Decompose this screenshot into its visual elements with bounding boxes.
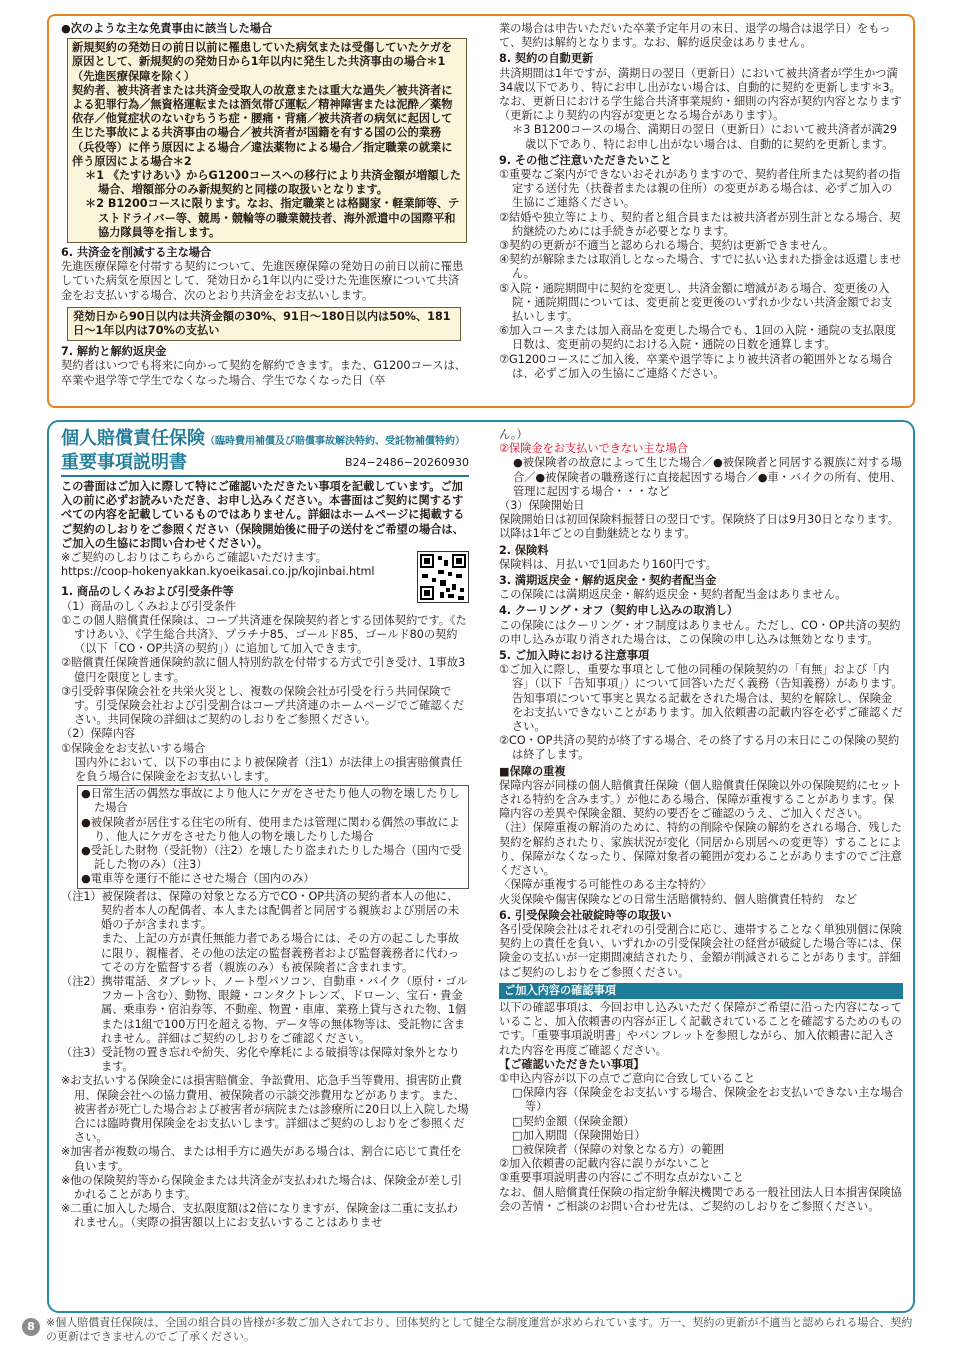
qr-code-icon[interactable]	[417, 551, 469, 603]
section-9-item: ⑥加入コースまたは加入商品を変更した場合でも、1回の入院・通院の支払限度日数は、変更前の契約における入院・通院の日数を通算します。	[499, 324, 896, 352]
shiori-url-link[interactable]: https://coop-hokenyakkan.kyoeikasai.co.jp/kojinbai.html	[61, 565, 375, 579]
section-9-item: ②結婚や独立等により、契約者と組合員または被共済者が別生計となる場合、契約継続のためには手続きが必要となります。	[499, 210, 901, 238]
document-title	[61, 452, 469, 477]
section-6-text: 各引受保険会社はそれぞれの引受割合に応じ、連帯することなく単独別個に保険契約上の責任を負い、いずれかの引受保険会社の経営が破綻した場合等には、保険金の支払いが一定期間凍結されたり、金額が削減されることがあります。詳細はご契約のしおりをご参照ください。	[499, 922, 902, 979]
continued-text: ん。）	[499, 428, 528, 441]
section-8-note: ＊3 B1200コースの場合、満期日の翌日（更新日）において被共済者が満29歳以下であり、特にお申し出がない場合は、自動的に契約を更新します。	[512, 123, 897, 151]
section-9-item: ⑦G1200コースにご加入後、卒業や退学等により被共済者の範囲外となる場合は、必ずご加入の生協にご連絡ください。	[499, 352, 893, 380]
confirm-q2: ②加入依頼書の記載内容に誤りがないこと	[499, 1157, 711, 1171]
pay-case-item: ●受託した財物（受託物）（注2）を壊したり盗まれたりした場合（国内で受託した物のみ）（注3）	[81, 844, 462, 872]
premium-text: 保険料は、月払いで1回あたり160円です。	[499, 557, 717, 571]
start-date-text: 保険開始日は初回保険料振替日の翌日です。保険終了日は9月30日となります。以降は1年ごとの自動継続となります。	[499, 513, 899, 541]
section-3-title: 3. 満期返戻金・解約返戻金・契約者配当金	[499, 574, 717, 588]
section-6-text: 先進医療保障を付帯する契約について、先進医療保障の発効日の前日以前に罹患していた病気を原因として、発効日から1年以内に受けた先進医療について共済金をお支払いする場合、次のとおり共済金をお支払いします。	[61, 260, 464, 302]
footer-note: ※個人賠償責任保険は、全国の組合員の皆様が多数ご加入されており、団体契約として健全な制度運営が求められています。万一、契約の更新が不適当と認められる場合、契約の更新はできませんのでご了承ください。	[46, 1316, 913, 1343]
section-6-title: 6. 引受保険会社破綻時等の取扱い	[499, 908, 672, 922]
premium-title: 2. 保険料	[499, 543, 549, 557]
bottom-right-column	[499, 428, 903, 1214]
duplicate-example-title: 〈保障が重複する可能性のある主な特約〉	[499, 878, 712, 892]
exempt-item: 契約者、被共済者または共済金受取人の故意または重大な過失／被共済者による犯罪行為／無資格運転または酒気帯び運転／精神障害または泥酔／薬物依存／他覚症状のないむちうち症・腰痛・背痛／被共済者の病気に起因して生じた事故による共済事由の場合／被共済者が国籍を有する国の公的業務（兵役等）に伴う原因による場合／違法薬物による場合／指定職業の就業に伴う原因による場合＊2	[72, 83, 453, 168]
intro-text: この書面はご加入に際して特にご確認いただきたい事項を記載しています。ご加入の前に必ずお読みいただき、お申し込みください。本書面はご契約に関するすべての内容を記載しているものではありません。詳細はホームページに掲載するご契約のしおりをご参照ください（保険開始後に冊子の送付をご希望の場合は、ご加入の生協にお問い合わせください）。	[61, 480, 465, 550]
section-1-item: ①この個人賠償責任保険は、コープ共済連を保険契約者とする団体契約です。《たすけあい》、《学生総合共済》、プラチナ85、ゴールド85、ゴールド80の契約（以下「CO・OP共済の契約」）に追加して加入できます。	[61, 613, 467, 656]
confirm-end: なお、個人賠償責任保険の指定紛争解決機関である一般社団法人日本損害保険協会の苦情・ご相談のお問い合わせ先は、ご契約のしおりをご参照ください。	[499, 1185, 902, 1213]
section-6-title: 6. 共済金を削減する主な場合	[61, 246, 212, 260]
exempt-heading: ●次のような主な免責事由に該当した場合	[61, 22, 273, 35]
confirm-check: □被保険者（保障の対象となる方）の範囲	[512, 1142, 724, 1156]
section-3-text: この保険には満期返戻金・解約返戻金・契約者配当金はありません。	[499, 588, 847, 602]
section-9-item: ③契約の更新が不適当と認められる場合、契約は更新できません。	[499, 239, 835, 253]
note-1b: また、上記の方が責任無能力者である場合には、その方の起こした事故に限り、親権者、その他の法定の監督義務者および監督義務者に代わってその方を監督する者（親族のみ）も被保険者に含まれます。	[101, 932, 460, 974]
section-1-sub1: （1）商品のしくみおよび引受条件	[61, 599, 236, 613]
section-5-item: ①ご加入に際し、重要な事項として他の同種の保険契約の「有無」および「内容」（以下「告知事項」）について回答いただく義務（告知義務）があります。告知事項について事実と異なる記載をされた場合は、契約を解除し、保険金をお支払いできないことがあります。加入依頼書の記載内容を必ずご確認ください。	[499, 663, 903, 734]
section-5-item: ②CO・OP共済の契約が終了する場合、その終了する月の末日にこの保険の契約は終了します。	[499, 734, 900, 762]
page-number: 8	[22, 1318, 40, 1336]
section-5-title: 5. ご加入時における注意事項	[499, 649, 650, 663]
section-4-title: 4. クーリング・オフ（契約申し込みの取消し）	[499, 604, 739, 618]
exempt-box	[67, 38, 467, 243]
bottom-left-column	[61, 428, 469, 1231]
section-4-text: この保険にはクーリング・オフ制度はありません。ただし、CO・OP共済の契約の申し込みが取り消された場合は、この保険の申し込みは無効となります。	[499, 618, 901, 646]
section-8-text: 共済期間は1年ですが、満期日の翌日（更新日）において被共済者が学生かつ満34歳以下であり、特にお申し出がない場合は、自動的に契約を更新します＊3。なお、更新日における学生総合共済事業規約・細則の内容が契約内容となります（更新により契約の内容が変更となる場合があります）。	[499, 66, 902, 123]
pay-note: ※他の保険契約等から保険金または共済金が支払われた場合は、保険金が差し引かれることがあります。	[61, 1173, 462, 1201]
confirm-check: □加入期間（保険開始日）	[512, 1128, 646, 1142]
section-1-title: 1. 商品のしくみおよび引受条件等	[61, 585, 234, 599]
shiori-label: ※ご契約のしおりはこちらからご確認いただけます。	[61, 551, 327, 565]
no-pay-title: ②保険金をお支払いできない主な場合	[499, 442, 689, 456]
pay-note: ※お支払いする保険金には損害賠償金、争訟費用、応急手当等費用、損害防止費用、保険会社への協力費用、被保険者の示談交渉費用などがあります。また、被害者が死亡した場合および被害者が病院または診療所に20日以上入院した場合には臨時費用保険金をお支払いします。詳細はご契約のしおりをご参照ください。	[61, 1074, 469, 1145]
duplicate-text: 保障内容が同様の個人賠償責任保険（個人賠償責任保険以外の保険契約にセットされる特約を含みます。）が他にある場合、保障が重複することがあります。保障内容の差異や保険金額、契約の要否をご確認のうえ、ご加入ください。	[499, 778, 902, 821]
section-8-title: 8. 契約の自動更新	[499, 52, 594, 66]
section-9-item: ④契約が解除または取消しとなった場合、すでに払い込まれた掛金は返還しません。	[499, 253, 901, 281]
section-7-title: 7. 解約と解約返戻金	[61, 345, 167, 359]
confirm-text: 以下の確認事項は、今回お申し込みいただく保障がご希望に沿った内容になっていること、加入依頼書の内容が正しく記載されていることを確認するためのものです。「重要事項説明書」やパンフレットを参照しながら、加入依頼書に記入された内容を再度ご確認ください。	[499, 1000, 902, 1057]
section-1-sub2: （2）保障内容	[61, 727, 136, 741]
confirm-q3: ③重要事項説明書の内容にご不明な点がないこと	[499, 1171, 744, 1185]
section-1-item: ③引受幹事保険会社を共栄火災とし、複数の保険会社が引受を行う共同保険です。引受保険会社および引受割合はコープ共済連のホームページでご確認ください。共同保険の詳細はご契約のしおりをご参照ください。	[61, 684, 464, 727]
section-9-item: ⑤入院・通院期間中に契約を変更し、共済金額に増減がある場合、変更後の入院・通院期間については、変更前と変更後のいずれか少ない共済金額でお支払いします。	[499, 281, 893, 324]
product-title	[61, 428, 469, 452]
document-title-text: 重要事項説明書	[61, 452, 187, 473]
shiori-block	[61, 551, 469, 579]
section-9-item: ①重要なご案内ができないおそれがありますので、契約者住所または契約者の指定する送付先（扶養者または親の住所）の変更がある場合は、必ずご加入の生協にご連絡ください。	[499, 168, 901, 210]
duplicate-example-text: 火災保険や傷害保険などの日常生活賠償特約、個人賠償責任特約 など	[499, 892, 858, 906]
product-title-sub: （臨時費用補償及び賠償事故解決特約、受託物補償特約）	[205, 436, 465, 447]
exempt-note: ＊2 B1200コースに限ります。なお、指定職業とは格闘家・軽業師等、テストドライバー等、競馬・競輪等の職業競技者、海外派遣中の国際平和協力隊員等を指します。	[85, 197, 460, 239]
pay-case-title: ①保険金をお支払いする場合	[61, 741, 206, 755]
confirm-check: □契約金額（保険金額）	[512, 1114, 635, 1128]
pay-case-box	[77, 785, 469, 888]
confirm-q1: ①申込内容が以下の点でご意向に合致していること	[499, 1071, 756, 1085]
confirm-check: □保障内容（保険金をお支払いする場合、保険金をお支払いできない主な場合等）	[512, 1086, 903, 1114]
top-right-column	[499, 22, 903, 381]
duplicate-title: ■保障の重複	[499, 764, 566, 778]
pay-case-text: 国内外において、以下の事由により被保険者（注1）が法律上の損害賠償責任を負う場合に保険金をお支払いします。	[75, 755, 463, 784]
section-6-box-text: 発効日から90日以内は共済金額の30%、91日〜180日以内は50%、181日〜1年以内は70%の支払い	[73, 309, 451, 338]
exempt-item: 新規契約の発効日の前日以前に罹患していた病気または受傷していたケガを原因として、新規契約の発効日から1年以内に発生した共済事由の場合＊1（先進医療保障を除く）	[72, 41, 453, 83]
kojin-baisho-box	[47, 420, 915, 1313]
start-date-sub: （3）保険開始日	[499, 499, 585, 513]
duplicate-note: （注）保障重複の解消のために、特約の削除や保険の解約をされる場合、残した契約を解約されたり、家族状況が変化（同居から別居への変更等）することにより、保障がなくなったり、保障対象者の範囲が変わることがありますのでご注意ください。	[499, 821, 902, 878]
pay-note: ※加害者が複数の場合、または相手方に過失がある場合は、割合に応じて責任を負います。	[61, 1145, 462, 1173]
pay-note: ※二重に加入した場合、支払限度額は2倍になりますが、保険金は二重に支払われません。（実際の損害額以上にお支払いすることはありませ	[61, 1202, 458, 1230]
confirm-heading: 【ご確認いただきたい事項】	[499, 1057, 645, 1071]
section-7-text: 契約者はいつでも将来に向かって契約を解約できます。また、G1200コースは、卒業や退学等で学生でなくなった場合、学生でなくなった日（卒	[61, 359, 466, 387]
document-number: B24−2486−20260930	[345, 456, 469, 469]
pay-case-item: ●日常生活の偶然な事故により他人にケガをさせたり他人の物を壊したりした場合	[81, 787, 460, 815]
product-title-main: 個人賠償責任保険	[61, 428, 205, 449]
section-7-continued: 業の場合は申告いただいた卒業予定年月の末日、退学の場合は退学日）をもって、契約は解約となります。なお、解約返戻金はありません。	[499, 22, 891, 50]
section-1-item: ②賠償責任保険普通保険約款に個人特別約款を付帯する方式で引き受け、1事故3億円を限度とします。	[61, 656, 466, 684]
note-2: （注2）携帯電話、タブレット、ノート型パソコン、自動車・バイク（原付・ゴルフカート含む）、動物、眼鏡・コンタクトレンズ、ドローン、宝石・貴金属、乗車券・宿泊券等、不動産、物置・車庫、業務上貸与された物、1個または1組で100万円を超える物、データ等の無体物等は、受託物に含まれません。詳細はご契約のしおりをご確認ください。	[61, 974, 468, 1045]
no-pay-text: ●被保険者の故意によって生じた場合／●被保険者と同居する親族に対する場合／●被保険者の職務遂行に直接起因する場合／●車・バイクの所有、使用、管理に起因する場合・・・など	[513, 456, 902, 498]
exempt-note: ＊1 《たすけあい》からG1200コースへの移行により共済金額が増額した場合、増額部分のみ新規契約と同様の取扱いとなります。	[85, 169, 461, 197]
gakusei-kyosai-continued-box	[47, 14, 915, 408]
confirm-bar: ご加入内容の確認事項	[499, 983, 903, 999]
top-left-column	[61, 22, 467, 388]
section-9-title: 9. その他ご注意いただきたいこと	[499, 153, 672, 167]
note-1: （注1）被保険者は、保障の対象となる方でCO・OP共済の契約者本人の他に、契約者本人の配偶者、本人または配偶者と同居する親族および別居の未婚の子が含まれます。	[61, 889, 460, 932]
pay-case-item: ●電車等を運行不能にさせた場合（国内のみ）	[81, 872, 315, 886]
section-6-box	[67, 307, 461, 341]
pay-case-item: ●被保険者が居住する住宅の所有、使用または管理に関わる偶然の事故により、他人にケガをさせたり他人の物を壊したりした場合	[81, 815, 460, 843]
note-3: （注3）受託物の置き忘れや紛失、劣化や摩耗による破損等は保障対象外となります。	[61, 1045, 460, 1074]
